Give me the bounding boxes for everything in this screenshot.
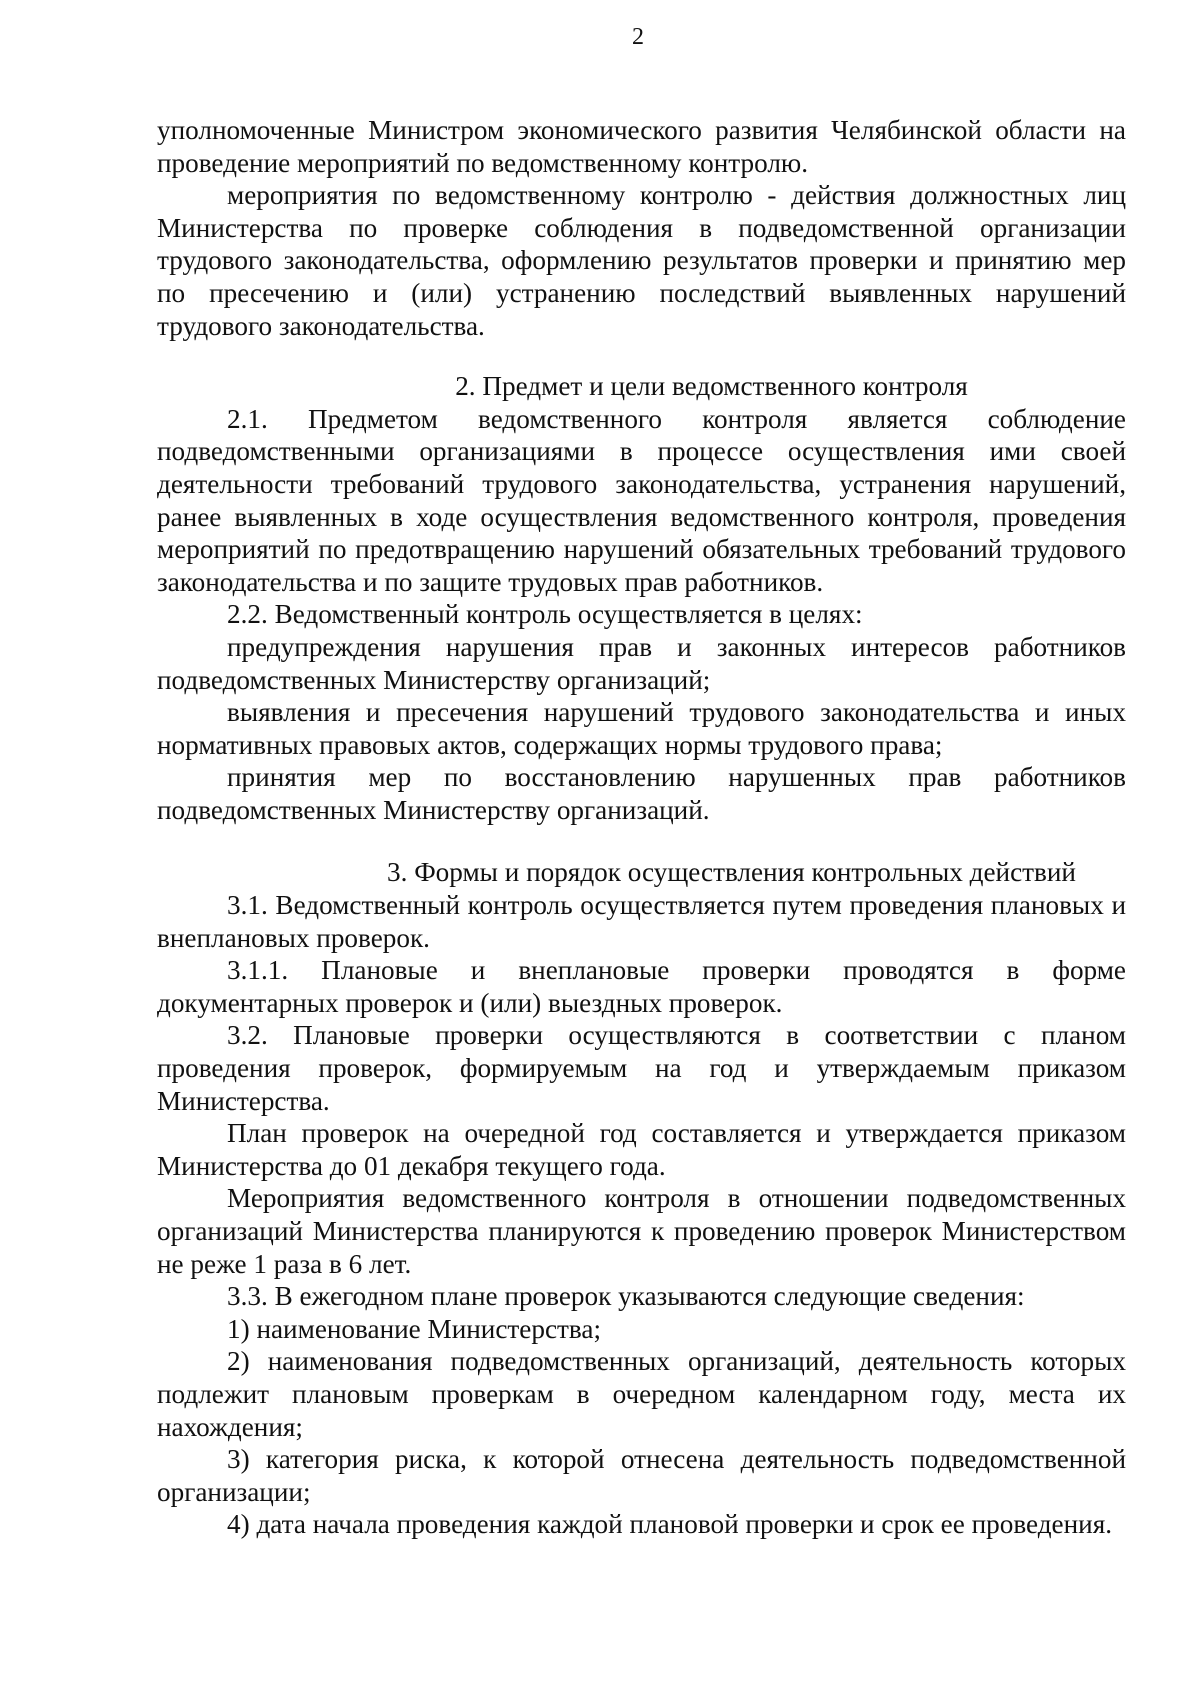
paragraph: 3.3. В ежегодном плане проверок указываются следующие сведения:	[227, 1281, 1025, 1312]
list-item: 1) наименование Министерства;	[227, 1313, 602, 1344]
list-item: 3) категория риска, к которой отнесена деятельность подведомственной организации;	[157, 1444, 1126, 1507]
paragraph: 2.2. Ведомственный контроль осуществляется в целях:	[227, 599, 863, 630]
paragraph: выявления и пресечения нарушений трудового законодательства и иных нормативных правовых актов, содержащих нормы трудового права;	[157, 697, 1126, 760]
paragraph: уполномоченные Министром экономического развития Челябинской области на проведение мероприятий по ведомственному контролю.	[157, 115, 1126, 178]
page-number: 2	[632, 24, 644, 50]
paragraph: 3.1.1. Плановые и внеплановые проверки проводятся в форме документарных проверок и (или) выездных проверок.	[157, 955, 1126, 1018]
paragraph: Мероприятия ведомственного контроля в отношении подведомственных организаций Министерства планируются к проведению проверок Министерством не реже 1 раза в 6 лет.	[157, 1183, 1126, 1279]
document-body	[157, 114, 1126, 1541]
paragraph: принятия мер по восстановлению нарушенных прав работников подведомственных Министерству организаций.	[157, 762, 1126, 825]
list-item: 4) дата начала проведения каждой плановой проверки и срок ее проведения.	[227, 1509, 1113, 1540]
paragraph: 3.2. Плановые проверки осуществляются в соответствии с планом проведения проверок, формируемым на год и утверждаемым приказом Министерства.	[157, 1020, 1126, 1116]
list-item: 2) наименования подведомственных организаций, деятельность которых подлежит плановым проверкам в очередном календарном году, места их нахождения;	[157, 1346, 1126, 1442]
paragraph: 3.1. Ведомственный контроль осуществляется путем проведения плановых и внеплановых проверок.	[157, 890, 1126, 953]
section-heading-2: 2. Предмет и цели ведомственного контроля	[455, 371, 968, 402]
section-heading-3: 3. Формы и порядок осуществления контрольных действий	[387, 857, 1076, 888]
paragraph: мероприятия по ведомственному контролю - действия должностных лиц Министерства по проверке соблюдения в подведомственной организации трудового законодательства, оформлению результатов проверки и принятию мер по пресечению и (или) устранению последствий выявленных нарушений трудового законодательства.	[157, 180, 1126, 341]
paragraph: предупреждения нарушения прав и законных интересов работников подведомственных Министерству организаций;	[157, 631, 1126, 695]
paragraph: 2.1. Предметом ведомственного контроля является соблюдение подведомственными организациями в процессе осуществления ими своей деятельности требований трудового законодательства, устранения нарушений, ранее выявленных в ходе осуществления ведомственного контроля, проведения мероприятий по предотвращению нарушений обязательных требований трудового законодательства и по защите трудовых прав работников.	[157, 403, 1126, 597]
paragraph: План проверок на очередной год составляется и утверждается приказом Министерства до 01 декабря текущего года.	[157, 1118, 1126, 1181]
